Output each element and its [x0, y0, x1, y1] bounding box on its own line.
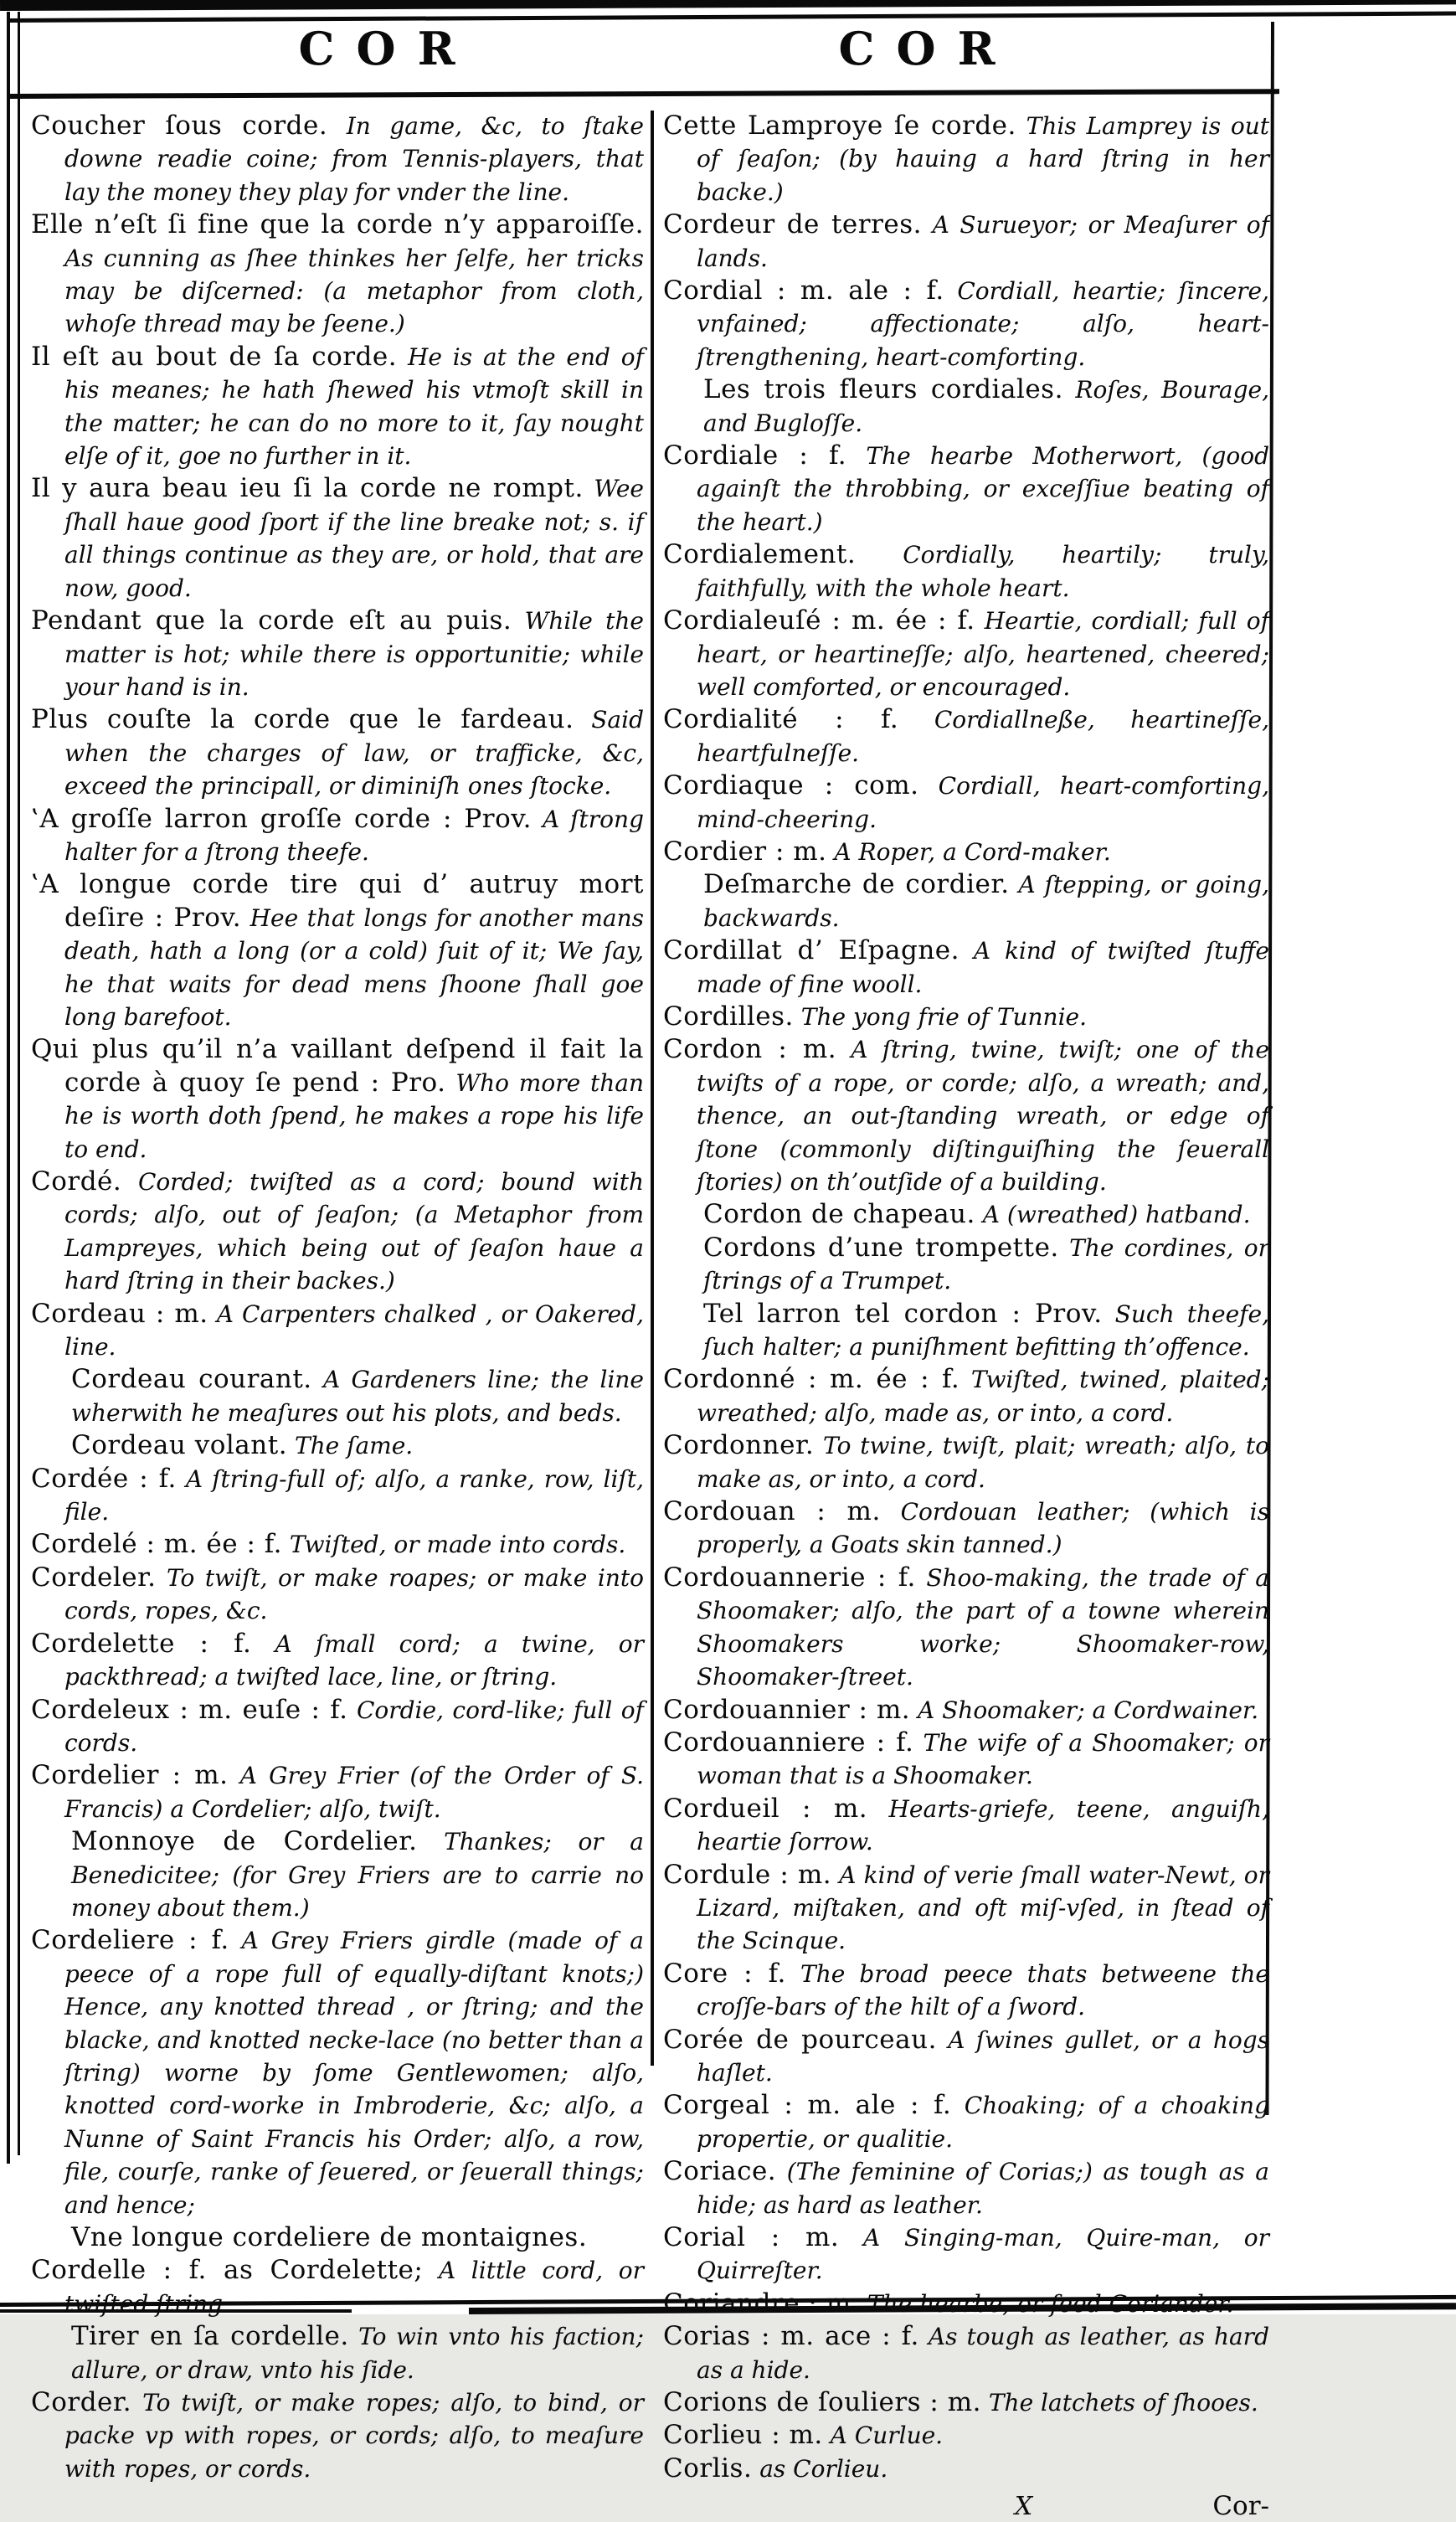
entry-headword: Cordé.: [31, 1166, 122, 1197]
entry-gloss: Such theefe, ſuch halter; a puniſhment befitting th’offence.: [703, 1300, 1269, 1361]
entry-gloss: As tough as leather, as hard as a hide.: [697, 2323, 1269, 2384]
entry-gloss: A ſtring-full of; alſo, a ranke, row, liſt, file.: [64, 1464, 644, 1526]
dictionary-entry: [663, 276, 1269, 375]
entry-headword: Cordelé : m. ée : f.: [31, 1529, 282, 1560]
header-rule: [10, 89, 1279, 99]
entry-gloss: Cordouan leather; (which is properly, a Goats skin tanned.): [697, 1498, 1269, 1559]
dictionary-entry: [663, 111, 1269, 210]
entry-headword: Cordouannier : m.: [663, 1694, 911, 1725]
dictionary-entry: [31, 2388, 644, 2487]
dictionary-entry: [31, 1629, 644, 1696]
entry-gloss: The yong frie of Tunnie.: [793, 1002, 1088, 1031]
entry-headword: Tel larron tel cordon : Prov.: [703, 1298, 1103, 1329]
entry-headword: Cordeleux : m. euſe : f.: [31, 1694, 348, 1725]
entry-headword: ‛A longue corde tire qui d’ autruy mort deſire : Prov.: [31, 869, 644, 933]
entry-gloss: A ſwines gullet, or a hogs haſlet.: [697, 2025, 1269, 2087]
dictionary-entry: [71, 1431, 644, 1464]
entry-gloss: Roſes, Bourage, and Bugloſſe.: [703, 376, 1269, 437]
column-left: [31, 111, 644, 2487]
entry-headword: Cordial : m. ale : f.: [663, 275, 944, 306]
entry-gloss: Thankes; or a Benedicitee; (for Grey Friers are to carrie no money about them.): [71, 1828, 644, 1922]
entry-gloss: The broad peece thats betweene the croſſe-bars of the hilt of a ſword.: [697, 1959, 1269, 2021]
dictionary-entry: [663, 1728, 1269, 1794]
entry-headword: Elle n’eſt ſi fine que la corde n’y apparoiſſe.: [31, 209, 644, 240]
entry-gloss: A little cord, or twiſted ſtring.: [64, 2257, 644, 2318]
dictionary-entry: [31, 474, 644, 606]
dictionary-entry: [703, 870, 1269, 936]
entry-gloss: Twiſted, twined, plaited; wreathed; alſo, made as, or into, a cord.: [697, 1366, 1270, 1427]
dictionary-entry: [703, 1300, 1269, 1366]
entry-gloss: Shoo-making, the trade of a Shoomaker; alſo, the part of a towne wherein Shoomakers worke; Shoomaker-row, Shoomaker-ſtreet.: [697, 1563, 1269, 1691]
entry-gloss: A Curlue.: [822, 2422, 944, 2450]
entry-gloss: Hee that longs for another mans death, hath a long (or a cold) ſuit of it; We ſay, he that waits for dead mens ſhoone ſhall goe long barefoot.: [64, 903, 644, 1031]
signature-mark: X: [1014, 2492, 1033, 2522]
entry-gloss: A Surueyor; or Meaſurer of lands.: [697, 211, 1269, 272]
entry-headword: Coriandre : m.: [663, 2288, 860, 2319]
dictionary-entry: [31, 606, 644, 705]
entry-headword: Cordialeuſé : m. ée : f.: [663, 605, 975, 636]
dictionary-entry: [31, 210, 644, 342]
entry-gloss: A kind of verie ſmall water-Newt, or Lizard, miſtaken, and oft miſ-vſed, in ſtead of the Scinque.: [697, 1861, 1269, 1955]
entry-headword: Cordeau courant.: [71, 1364, 312, 1395]
entry-gloss: Heartie, cordiall; full of heart, or heartineſſe; alſo, heartened, cheered; well comforted, or encouraged.: [697, 607, 1270, 701]
entry-headword: Cordeur de terres.: [663, 209, 922, 240]
entry-headword: Plus couſte la corde que le fardeau.: [31, 704, 574, 735]
dictionary-entry: [31, 2256, 644, 2322]
entry-gloss: Cordiall, heartie; ſincere, vnfained; affectionate; alſo, heart-ſtrengthening, heart-comforting.: [697, 277, 1269, 371]
entry-headword: Corée de pourceau.: [663, 2024, 937, 2055]
entry-headword: Cordiaque : com.: [663, 770, 919, 801]
entry-headword: Cordelette : f.: [31, 1628, 252, 1659]
dictionary-entry: [663, 210, 1269, 276]
entry-headword: Cordelier : m.: [31, 1760, 229, 1791]
entry-gloss: A Shoomaker; a Cordwainer.: [910, 1696, 1259, 1724]
entry-headword: Cordouannerie : f.: [663, 1562, 916, 1593]
dictionary-entry: [663, 2289, 1269, 2322]
dictionary-entry: [663, 441, 1269, 540]
entry-gloss: To twiſt, or make roapes; or make into cords, ropes, &c.: [64, 1563, 644, 1625]
entry-gloss: Cordiallneße, heartineſſe, heartfulneſſe.: [697, 706, 1269, 767]
left-border-inner: [18, 12, 20, 2155]
entry-headword: Cordeliere : f.: [31, 1925, 229, 1956]
dictionary-entry: [663, 2322, 1269, 2388]
entry-gloss: Cordie, cord-like; full of cords.: [64, 1696, 644, 1757]
dictionary-entry: [663, 705, 1269, 771]
dictionary-entry: [663, 936, 1269, 1002]
entry-headword: Cordons d’une trompette.: [703, 1232, 1059, 1263]
dictionary-entry: [31, 1464, 644, 1531]
dictionary-entry: [663, 1959, 1269, 2025]
entry-gloss: Twiſted, or made into cords.: [281, 1531, 626, 1559]
entry-headword: Deſmarche de cordier.: [703, 869, 1010, 900]
dictionary-entry: [663, 2025, 1269, 2092]
entry-gloss: A Singing-man, Quire-man, or Quirreſter.: [697, 2224, 1270, 2285]
entry-headword: Cordiale : f.: [663, 440, 847, 471]
entry-gloss: A Roper, a Cord-maker.: [826, 837, 1111, 866]
dictionary-entry: [71, 2322, 644, 2388]
entry-headword: Cordelle : f. as Cordelette;: [31, 2255, 424, 2286]
entry-headword: Core : f.: [663, 1958, 786, 1989]
entry-headword: Monnoye de Cordelier.: [71, 1826, 418, 1857]
column-divider-rule: [651, 111, 654, 2066]
dictionary-entry: [31, 1035, 644, 1167]
entry-headword: Tirer en ſa cordelle.: [71, 2321, 349, 2352]
entry-gloss: He is at the end of his meanes; he hath ſhewed his vtmoſt skill in the matter; he can do no more to it, ſay nought elſe of it, goe no further in it.: [64, 342, 644, 471]
entry-headword: Corial : m.: [663, 2222, 840, 2252]
entry-gloss: Choaking; of a choaking propertie, or qualitie.: [697, 2092, 1269, 2153]
entry-gloss: The wife of a Shoomaker; or woman that is a Shoomaker.: [697, 1728, 1269, 1790]
dictionary-entry: [663, 1497, 1269, 1563]
entry-gloss: The hearbe, or ſeed Coriander.: [859, 2289, 1234, 2318]
left-border-outer: [7, 12, 10, 2164]
entry-headword: Les trois fleurs cordiales.: [703, 374, 1063, 405]
entry-headword: Cordule : m.: [663, 1859, 832, 1890]
entry-headword: Cordouanniere : f.: [663, 1727, 914, 1758]
dictionary-entry: [663, 2157, 1269, 2223]
entry-gloss: A Grey Friers girdle (made of a peece of a rope full of equally-diſtant knots;) Hence, any knotted thread , or ſtring; and the blacke, and knotted necke-lace (no better than a ſtring) worne by ſome Gentlewomen; alſo, knotted cord-worke in Imbroderie, &c; alſo, a Nunne of Saint Francis his Order; alſo, a row, file, courſe, ranke of ſeuered, or ſeuerall things; and hence;: [64, 1927, 644, 2219]
dictionary-entry: [31, 1530, 644, 1562]
entry-gloss: Corded; twiſted as a cord; bound with cords; alſo, out of ſeaſon; (a Metaphor from Lampreyes, which being out of ſeaſon haue a hard ſtring in their backes.): [64, 1168, 644, 1295]
entry-gloss: This Lamprey is out of ſeaſon; (by hauing a hard ſtring in her backe.): [697, 112, 1270, 206]
dictionary-entry: [31, 870, 644, 1035]
entry-gloss: The ſame.: [287, 1432, 414, 1460]
entry-headword: Cette Lamproye ſe corde.: [663, 111, 1016, 141]
entry-gloss: To win vnto his faction; allure, or draw, vnto his ſide.: [71, 2323, 644, 2384]
entry-headword: Corias : m. ace : f.: [663, 2321, 919, 2352]
entry-headword: Cordon : m.: [663, 1034, 837, 1065]
entry-gloss: To twiſt, or make ropes; alſo, to bind, or packe vp with ropes, or cords; alſo, to meaſure with ropes, or cords.: [64, 2389, 644, 2483]
dictionary-entry: [31, 1696, 644, 1762]
entry-gloss: Wee ſhall haue good ſport if the line breake not; s. if all things continue as they are, or hold, that are now, good.: [64, 475, 644, 602]
entry-gloss: In game, &c, to ſtake downe readie coine; from Tennis-players, that lay the money they play for vnder the line.: [64, 112, 645, 206]
dictionary-entry: [663, 837, 1269, 870]
entry-headword: Cordonner.: [663, 1430, 815, 1461]
dictionary-entry: [663, 2223, 1269, 2289]
entry-headword: Corlis.: [663, 2453, 753, 2483]
entry-gloss: A kind of twiſted ſtuffe made of fine wooll.: [697, 937, 1269, 998]
dictionary-entry: [663, 771, 1269, 837]
entry-gloss: While the matter is hot; while there is opportunitie; while your hand is in.: [64, 607, 645, 701]
signature-line: [663, 2492, 1269, 2521]
entry-headword: Cordilles.: [663, 1001, 794, 1032]
entry-headword: Cordon de chapeau.: [703, 1199, 975, 1230]
entry-headword: ‛A groſſe larron groſſe corde : Prov.: [31, 803, 532, 834]
entry-headword: Cordeau volant.: [71, 1430, 288, 1461]
dictionary-entry: [71, 2223, 644, 2256]
entry-gloss: as Corlieu.: [752, 2454, 888, 2483]
entry-gloss: A (wreathed) hatband.: [975, 1201, 1251, 1229]
entry-gloss: Hearts-griefe, teene, anguiſh, heartie ſorrow.: [697, 1794, 1269, 1856]
dictionary-entry: [31, 1300, 644, 1366]
entry-gloss: A ſtring, twine, twiſt; one of the twiſts of a rope, or corde; alſo, a wreath; and, thence, an out-ſtanding wreath, or edge of ſtone (commonly diſtinguiſhing the ſeuerall ſtories) on th’outſide of a building.: [697, 1036, 1269, 1196]
entry-gloss: A Gardeners line; the line wherwith he meaſures out his plots, and beds.: [71, 1366, 644, 1427]
top-rule: [8, 12, 1456, 23]
entry-headword: Cordée : f.: [31, 1463, 177, 1494]
dictionary-entry: [71, 1827, 644, 1926]
entry-gloss: To twine, twiſt, plait; wreath; alſo, to make as, or into, a cord.: [697, 1432, 1269, 1493]
entry-headword: Cordillat d’ Eſpagne.: [663, 935, 960, 966]
dictionary-entry: [31, 805, 644, 871]
entry-gloss: Said when the charges of law, or trafficke, &c, exceed the principall, or diminiſh ones ſtocke.: [64, 706, 645, 800]
dictionary-entry: [31, 342, 644, 475]
dictionary-entry: [31, 705, 644, 804]
entry-headword: Cordialement.: [663, 539, 857, 570]
entry-gloss: The hearbe Motherwort, (good againſt the throbbing, or exceſſiue beating of the heart.): [697, 442, 1270, 536]
entry-headword: Corgeal : m. ale : f.: [663, 2090, 952, 2121]
dictionary-entry: [663, 1861, 1269, 1959]
dictionary-entry: [71, 1365, 644, 1431]
running-head-right: COR: [838, 22, 1017, 75]
entry-gloss: As cunning as ſhee thinkes her ſelfe, her tricks may be diſcerned: (a metaphor from cloth, whoſe thread may be ſeene.): [64, 244, 644, 338]
entry-headword: Cordeau : m.: [31, 1298, 208, 1329]
dictionary-entry: [663, 1002, 1269, 1035]
dictionary-entry: [663, 1794, 1269, 1861]
entry-gloss: A Carpenters chalked , or Oakered, line.: [64, 1300, 644, 1361]
dictionary-entry: [31, 111, 644, 210]
page-top-edge: [0, 0, 1456, 11]
entry-headword: Cordouan : m.: [663, 1496, 881, 1527]
running-head-left: COR: [298, 22, 477, 75]
dictionary-entry: [31, 1167, 644, 1300]
entry-headword: Vne longue cordeliere de montaignes.: [71, 2222, 588, 2252]
dictionary-entry: [663, 1365, 1269, 1431]
dictionary-entry: [663, 1035, 1269, 1200]
entry-gloss: A ſtepping, or going, backwards.: [703, 871, 1269, 932]
dictionary-entry: [663, 2091, 1269, 2157]
entry-gloss: A Grey Frier (of the Order of S. Francis) a Cordelier; alſo, twiſt.: [64, 1762, 644, 1823]
entry-gloss: The latchets of ſhooes.: [980, 2389, 1258, 2417]
dictionary-entry: [703, 1200, 1269, 1233]
entry-headword: Cordueil : m.: [663, 1793, 868, 1824]
entry-gloss: Cordiall, heart-comforting, mind-cheering.: [697, 772, 1269, 833]
entry-headword: Cordeler.: [31, 1562, 157, 1593]
dictionary-entry: [663, 540, 1269, 606]
catchword: Cor-: [1212, 2491, 1269, 2522]
entry-headword: Corlieu : m.: [663, 2420, 823, 2451]
entry-gloss: Cordially, heartily; truly, faithfully, with the whole heart.: [697, 541, 1269, 602]
dictionary-entry: [703, 375, 1269, 441]
entry-gloss: Who more than he is worth doth ſpend, he makes a rope his life to end.: [64, 1068, 644, 1163]
dictionary-entry: [663, 606, 1269, 705]
entry-headword: Cordonné : m. ée : f.: [663, 1364, 960, 1395]
dictionary-entry: [663, 2388, 1269, 2421]
dictionary-entry: [663, 2421, 1269, 2453]
dictionary-entry: [663, 2454, 1269, 2487]
entry-gloss: A ſtrong halter for a ſtrong theefe.: [64, 805, 644, 866]
entry-gloss: A ſmall cord; a twine, or packthread; a twiſted lace, line, or ſtring.: [64, 1629, 644, 1691]
entry-headword: Cordialité : f.: [663, 704, 899, 735]
entry-headword: Il y aura beau ieu ſi la corde ne rompt.: [31, 473, 584, 504]
entry-headword: Cordier : m.: [663, 836, 827, 867]
entry-headword: Il eſt au bout de ſa corde.: [31, 341, 398, 372]
entry-headword: Corions de ſouliers : m.: [663, 2387, 981, 2418]
dictionary-entry: [31, 1926, 644, 2223]
entry-headword: Qui plus qu’il n’a vaillant deſpend il fait la corde à quoy ſe pend : Pro.: [31, 1034, 644, 1098]
dictionary-entry: [703, 1233, 1269, 1300]
entry-headword: Coucher ſous corde.: [31, 111, 328, 141]
entry-headword: Pendant que la corde eſt au puis.: [31, 605, 512, 636]
dictionary-entry: [663, 1696, 1269, 1728]
entry-headword: Corder.: [31, 2387, 132, 2418]
entry-gloss: (The feminine of Corias;) as tough as a hide; as hard as leather.: [697, 2158, 1269, 2219]
entry-headword: Coriace.: [663, 2156, 777, 2187]
dictionary-entry: [663, 1431, 1269, 1497]
column-right: [663, 111, 1269, 2522]
entry-gloss: The cordines, or ſtrings of a Trumpet.: [703, 1233, 1269, 1295]
dictionary-entry: [31, 1563, 644, 1629]
dictionary-entry: [663, 1563, 1269, 1696]
dictionary-entry: [31, 1761, 644, 1827]
